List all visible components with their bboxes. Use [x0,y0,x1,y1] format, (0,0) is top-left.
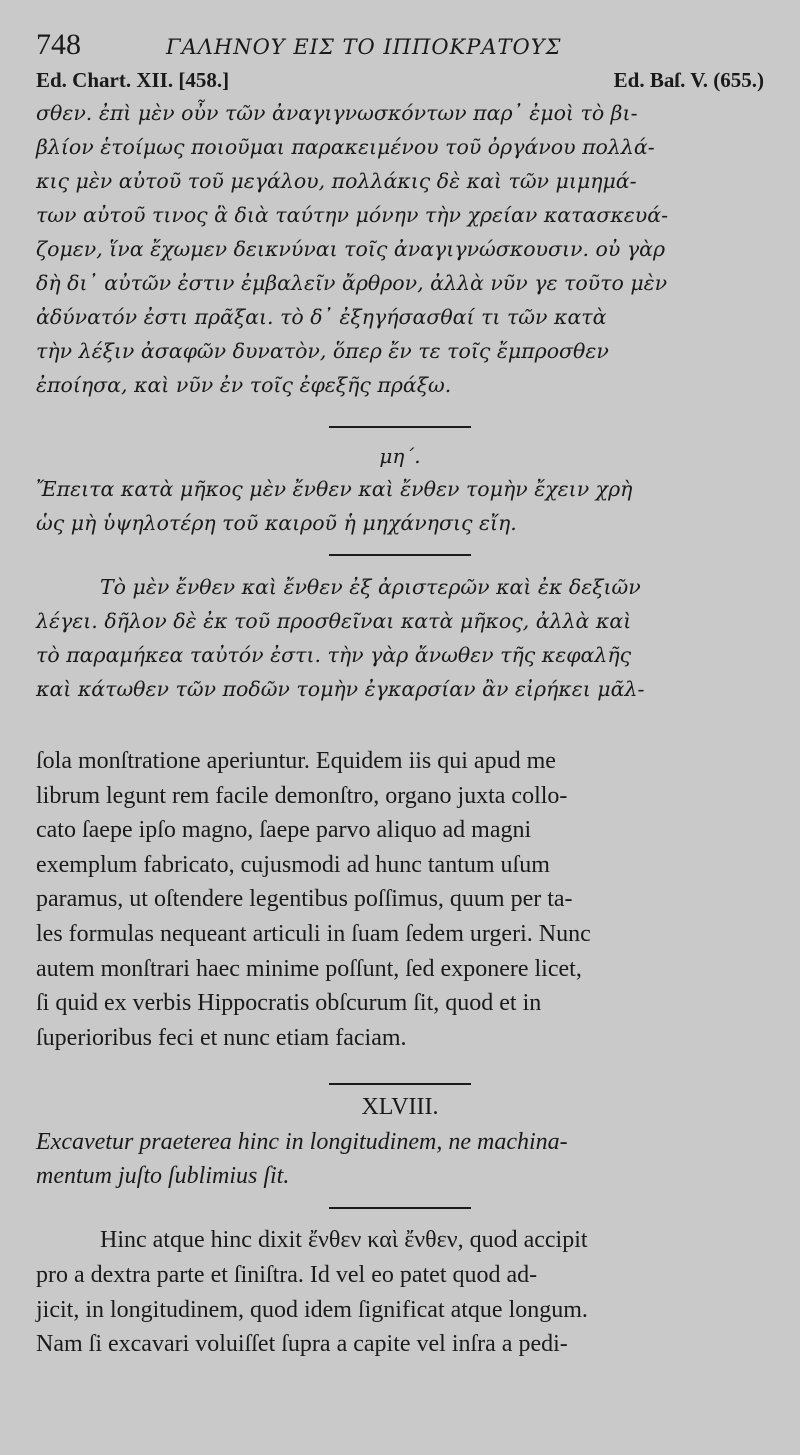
text-line: les formulas nequeant articuli in ſuam ſedem urgeri. Nunc [36,920,591,947]
running-title: ΓΑΛΗΝΟΥ ΕΙΣ ΤΟ ΙΠΠΟΚΡΑΤΟΥΣ [166,35,562,59]
text-line: librum legunt rem facile demonſtro, organo juxta collo- [36,782,568,809]
ed-bas-reference: Ed. Baſ. V. (655.) [613,68,764,92]
text-line: pro a dextra parte et ſiniſtra. Id vel eo patet quod ad- [36,1261,538,1288]
text-line: Hinc atque hinc dixit ἔνθεν καὶ ἔνθεν, quod accipit [100,1227,588,1254]
latin-paragraph [36,744,764,1055]
greek-paragraph [36,96,764,402]
text-line: ſi quid ex verbis Hippocratis obſcurum ſit, quod et in [36,990,542,1017]
edition-references [36,68,764,96]
text-line: jicit, in longitudinem, quod idem ſignificat atque longum. [36,1296,588,1323]
text-line: των αὐτοῦ τινος ἃ διὰ ταύτην μόνην τὴν χρείαν κατασκευά- [36,203,668,227]
text-line: exemplum fabricato, cujusmodi ad hunc tantum uſum [36,851,550,878]
greek-commentary [36,570,764,706]
text-line: καὶ κάτωθεν τῶν ποδῶν τομὴν ἐγκαρσίαν ἂν εἰρήκει μᾶλ- [36,677,645,701]
ed-chart-reference: Ed. Chart. XII. [458.] [36,68,230,92]
greek-section-number: μη΄. [379,444,421,468]
text-line: Nam ſi excavari voluiſſet ſupra a capite vel inſra a pedi- [36,1331,568,1358]
text-line: ἐποίησα, καὶ νῦν ἐν τοῖς ἐφεξῆς πράξω. [36,373,452,397]
text-line: λέγει. δῆλον δὲ ἐκ τοῦ προσθεῖναι κατὰ μῆκος, ἀλλὰ καὶ [36,609,632,633]
page-header [36,28,764,68]
text-line: ζομεν, ἵνα ἔχωμεν δεικνύναι τοῖς ἀναγιγνώσκουσιν. οὐ γὰρ [36,237,666,261]
text-line: τὴν λέξιν ἀσαφῶν δυνατὸν, ὅπερ ἔν τε τοῖς ἔμπροσθεν [36,339,609,363]
greek-lemma [36,472,764,540]
text-line: κις μὲν αὐτοῦ τοῦ μεγάλου, πολλάκις δὲ καὶ τῶν μιμημά- [36,169,637,193]
text-line: ſola monſtratione aperiuntur. Equidem iis qui apud me [36,748,556,774]
latin-commentary [36,1223,764,1361]
text-line: τὸ παραμήκεα ταὐτόν ἐστι. τὴν γὰρ ἄνωθεν τῆς κεφαλῆς [36,643,632,667]
page-number: 748 [36,28,81,61]
latin-section-number: XLVIII. [361,1094,439,1121]
text-line: autem monſtrari haec minime poſſunt, ſed exponere licet, [36,955,582,982]
text-line: mentum juſto ſublimius ſit. [36,1163,290,1190]
latin-lemma [36,1125,764,1193]
text-line: ἀδύνατόν ἐστι πρᾶξαι. τὸ δ᾽ ἐξηγήσασθαί τι τῶν κατὰ [36,305,607,329]
text-line: σθεν. ἐπὶ μὲν οὖν τῶν ἀναγιγνωσκόντων παρ᾽ ἐμοὶ τὸ βι- [36,101,638,125]
text-line: Ἔπειτα κατὰ μῆκος μὲν ἔνθεν καὶ ἔνθεν τομὴν ἔχειν χρὴ [36,477,633,501]
text-line: βλίον ἑτοίμως ποιοῦμαι παρακειμένου τοῦ ὀργάνου πολλά- [36,135,655,159]
text-line: paramus, ut oſtendere legentibus poſſimus, quum per ta- [36,886,573,913]
text-line: ὡς μὴ ὑψηλοτέρη τοῦ καιροῦ ἡ μηχάνησις εἴη. [36,511,517,535]
text-line: Τὸ μὲν ἔνθεν καὶ ἔνθεν ἐξ ἀριστερῶν καὶ ἐκ δεξιῶν [100,575,641,599]
text-line: δὴ δι᾽ αὐτῶν ἐστιν ἐμβαλεῖν ἄρθρον, ἀλλὰ νῦν γε τοῦτο μὲν [36,271,668,295]
text-line: Excavetur praeterea hinc in longitudinem, ne machina- [36,1129,568,1156]
text-line: ſuperioribus feci et nunc etiam faciam. [36,1024,407,1051]
text-line: cato ſaepe ipſo magno, ſaepe parvo aliquo ad magni [36,817,532,844]
